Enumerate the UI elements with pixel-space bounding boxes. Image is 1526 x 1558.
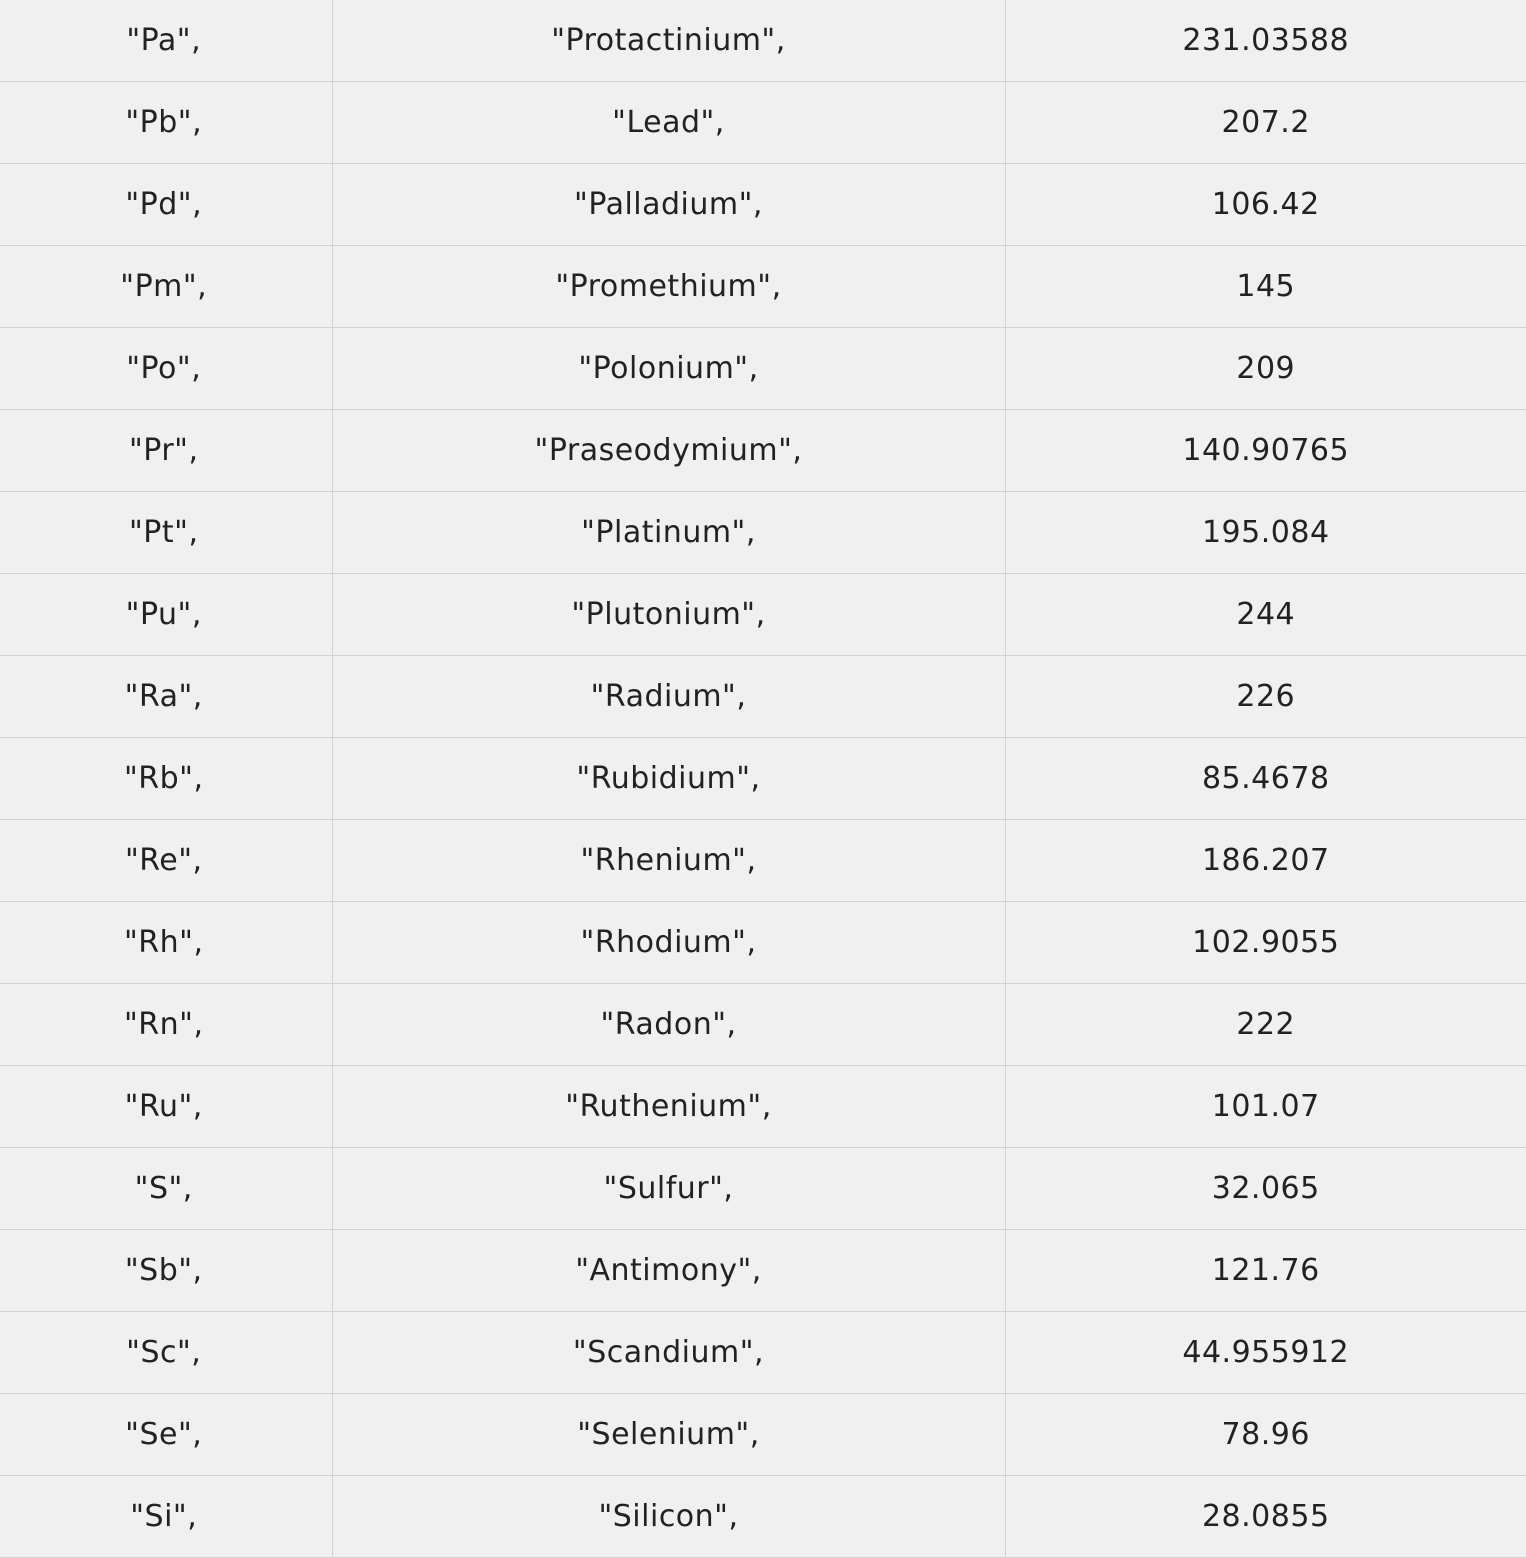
table-row [0, 656, 1526, 738]
table-row [0, 164, 1526, 246]
mass-cell[interactable]: 226 [1005, 656, 1526, 738]
table-row [0, 1394, 1526, 1476]
table-row [0, 738, 1526, 820]
mass-cell[interactable]: 32.065 [1005, 1148, 1526, 1230]
symbol-cell[interactable]: "Re", [0, 820, 332, 902]
name-cell[interactable]: "Silicon", [332, 1476, 1005, 1558]
name-cell[interactable]: "Rhenium", [332, 820, 1005, 902]
mass-cell[interactable]: 207.2 [1005, 82, 1526, 164]
mass-cell[interactable]: 85.4678 [1005, 738, 1526, 820]
symbol-cell[interactable]: "Rb", [0, 738, 332, 820]
mass-cell[interactable]: 209 [1005, 328, 1526, 410]
mass-cell[interactable]: 106.42 [1005, 164, 1526, 246]
symbol-cell[interactable]: "Sc", [0, 1312, 332, 1394]
table-row [0, 574, 1526, 656]
table-row [0, 902, 1526, 984]
name-cell[interactable]: "Promethium", [332, 246, 1005, 328]
symbol-cell[interactable]: "Sb", [0, 1230, 332, 1312]
table-row [0, 246, 1526, 328]
name-cell[interactable]: "Rhodium", [332, 902, 1005, 984]
symbol-cell[interactable]: "Po", [0, 328, 332, 410]
table-row [0, 1476, 1526, 1558]
symbol-cell[interactable]: "Ru", [0, 1066, 332, 1148]
mass-cell[interactable]: 44.955912 [1005, 1312, 1526, 1394]
symbol-cell[interactable]: "S", [0, 1148, 332, 1230]
name-cell[interactable]: "Protactinium", [332, 0, 1005, 82]
mass-cell[interactable]: 231.03588 [1005, 0, 1526, 82]
mass-cell[interactable]: 102.9055 [1005, 902, 1526, 984]
table-row [0, 984, 1526, 1066]
symbol-cell[interactable]: "Pb", [0, 82, 332, 164]
name-cell[interactable]: "Platinum", [332, 492, 1005, 574]
table-row [0, 1148, 1526, 1230]
name-cell[interactable]: "Plutonium", [332, 574, 1005, 656]
mass-cell[interactable]: 78.96 [1005, 1394, 1526, 1476]
symbol-cell[interactable]: "Pm", [0, 246, 332, 328]
symbol-cell[interactable]: "Pt", [0, 492, 332, 574]
name-cell[interactable]: "Radium", [332, 656, 1005, 738]
mass-cell[interactable]: 140.90765 [1005, 410, 1526, 492]
table-row [0, 82, 1526, 164]
name-cell[interactable]: "Selenium", [332, 1394, 1005, 1476]
table-row [0, 1312, 1526, 1394]
name-cell[interactable]: "Praseodymium", [332, 410, 1005, 492]
table-row [0, 820, 1526, 902]
name-cell[interactable]: "Lead", [332, 82, 1005, 164]
name-cell[interactable]: "Rubidium", [332, 738, 1005, 820]
symbol-cell[interactable]: "Pa", [0, 0, 332, 82]
name-cell[interactable]: "Palladium", [332, 164, 1005, 246]
mass-cell[interactable]: 244 [1005, 574, 1526, 656]
table-row [0, 1066, 1526, 1148]
mass-cell[interactable]: 121.76 [1005, 1230, 1526, 1312]
symbol-cell[interactable]: "Se", [0, 1394, 332, 1476]
name-cell[interactable]: "Radon", [332, 984, 1005, 1066]
mass-cell[interactable]: 186.207 [1005, 820, 1526, 902]
name-cell[interactable]: "Sulfur", [332, 1148, 1005, 1230]
table-row [0, 492, 1526, 574]
symbol-cell[interactable]: "Si", [0, 1476, 332, 1558]
symbol-cell[interactable]: "Pr", [0, 410, 332, 492]
symbol-cell[interactable]: "Rh", [0, 902, 332, 984]
table-row [0, 328, 1526, 410]
name-cell[interactable]: "Polonium", [332, 328, 1005, 410]
symbol-cell[interactable]: "Pd", [0, 164, 332, 246]
mass-cell[interactable]: 145 [1005, 246, 1526, 328]
mass-cell[interactable]: 101.07 [1005, 1066, 1526, 1148]
symbol-cell[interactable]: "Rn", [0, 984, 332, 1066]
table-row [0, 410, 1526, 492]
table-row [0, 0, 1526, 82]
symbol-cell[interactable]: "Ra", [0, 656, 332, 738]
mass-cell[interactable]: 222 [1005, 984, 1526, 1066]
mass-cell[interactable]: 195.084 [1005, 492, 1526, 574]
name-cell[interactable]: "Ruthenium", [332, 1066, 1005, 1148]
name-cell[interactable]: "Antimony", [332, 1230, 1005, 1312]
symbol-cell[interactable]: "Pu", [0, 574, 332, 656]
mass-cell[interactable]: 28.0855 [1005, 1476, 1526, 1558]
name-cell[interactable]: "Scandium", [332, 1312, 1005, 1394]
table-row [0, 1230, 1526, 1312]
